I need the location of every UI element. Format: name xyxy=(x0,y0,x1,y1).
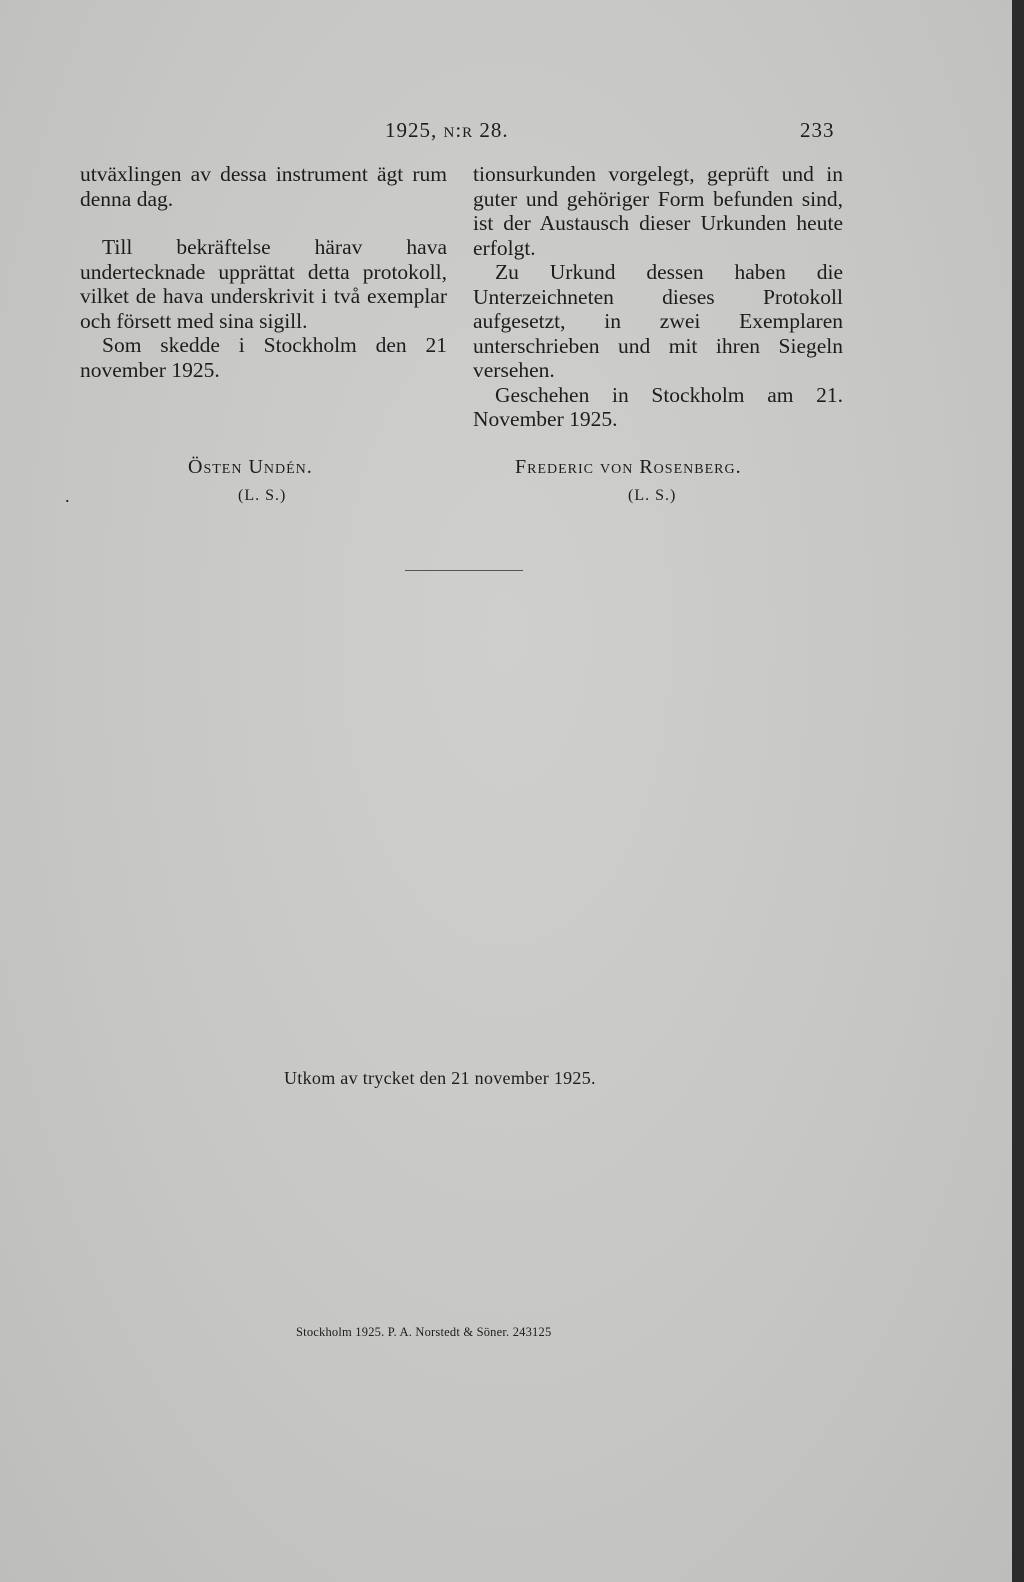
page-number: 233 xyxy=(800,118,835,142)
signature-swedish: Östen Undén. xyxy=(188,456,313,478)
german-column xyxy=(473,162,843,432)
seal-swedish: (L. S.) xyxy=(238,487,287,504)
running-head-year: 1925, xyxy=(385,118,438,142)
running-head-number: n:r 28. xyxy=(443,118,509,142)
german-continuation: tionsurkunden vorgelegt, geprüft und in guter und gehöriger Form befunden sind, ist der Austausch dieser Urkunden heute erfolgt. xyxy=(473,162,843,260)
swedish-paragraph-attestation: Till bekräftelse härav hava undertecknade upprättat detta protokoll, vilket de hava underskrivit i två exemplar och försett med sina sigill. xyxy=(80,235,447,333)
swedish-paragraph-date: Som skedde i Stockholm den 21 november 1925. xyxy=(80,333,447,382)
german-paragraph-attestation: Zu Urkund dessen haben die Unterzeichneten dieses Protokoll aufgesetzt, in zwei Exemplaren unterschrieben und mit ihren Siegeln versehen. xyxy=(473,260,843,382)
publication-note: Utkom av trycket den 21 november 1925. xyxy=(284,1068,596,1088)
stray-mark: . xyxy=(65,486,70,506)
swedish-column xyxy=(80,162,447,382)
german-paragraph-date: Geschehen in Stockholm am 21. November 1925. xyxy=(473,382,843,431)
signature-german: Frederic von Rosenberg. xyxy=(515,456,742,478)
section-divider xyxy=(405,570,523,571)
seal-german: (L. S.) xyxy=(628,487,677,504)
running-head xyxy=(385,118,509,143)
printer-imprint: Stockholm 1925. P. A. Norstedt & Söner. 243125 xyxy=(296,1325,552,1339)
swedish-continuation: utväxlingen av dessa instrument ägt rum denna dag. xyxy=(80,162,447,211)
